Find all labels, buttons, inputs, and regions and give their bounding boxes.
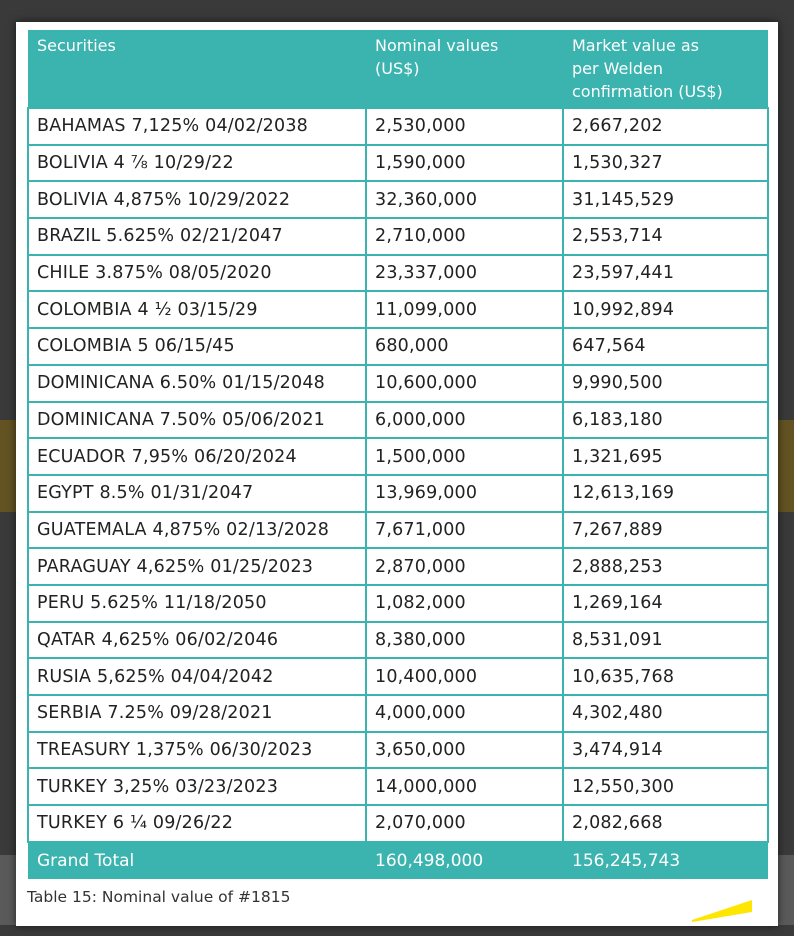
market-value-cell: 3,474,914 [563,732,768,769]
security-name-cell: CHILE 3.875% 08/05/2020 [28,255,366,292]
grand-total-label: Grand Total [28,842,366,879]
security-name-cell: PERU 5.625% 11/18/2050 [28,585,366,622]
table-row [28,181,768,218]
nominal-value-cell: 3,650,000 [366,732,563,769]
header-nominal-values [366,30,563,108]
market-value-cell: 9,990,500 [563,365,768,402]
table-row [28,658,768,695]
security-name-cell: BRAZIL 5.625% 02/21/2047 [28,218,366,255]
header-line: Market value as [572,36,700,55]
table-row [28,512,768,549]
table-row [28,732,768,769]
market-value-cell: 10,635,768 [563,658,768,695]
table-row [28,622,768,659]
security-name-cell: ECUADOR 7,95% 06/20/2024 [28,438,366,475]
image-lightbox [16,22,778,926]
nominal-value-cell: 7,671,000 [366,512,563,549]
nominal-value-cell: 13,969,000 [366,475,563,512]
security-name-cell: GUATEMALA 4,875% 02/13/2028 [28,512,366,549]
security-name-cell: BOLIVIA 4,875% 10/29/2022 [28,181,366,218]
nominal-value-cell: 32,360,000 [366,181,563,218]
security-name-cell: TURKEY 3,25% 03/23/2023 [28,768,366,805]
security-name-cell: DOMINICANA 6.50% 01/15/2048 [28,365,366,402]
market-value-cell: 2,667,202 [563,108,768,145]
nominal-value-cell: 2,070,000 [366,805,563,842]
nominal-value-cell: 2,530,000 [366,108,563,145]
market-value-cell: 4,302,480 [563,695,768,732]
table-row [28,548,768,585]
market-value-cell: 12,613,169 [563,475,768,512]
market-value-cell: 1,269,164 [563,585,768,622]
table-header-row [28,30,768,108]
market-value-cell: 7,267,889 [563,512,768,549]
nominal-value-cell: 1,082,000 [366,585,563,622]
market-value-cell: 10,992,894 [563,291,768,328]
security-name-cell: RUSIA 5,625% 04/04/2042 [28,658,366,695]
security-name-cell: DOMINICANA 7.50% 05/06/2021 [28,402,366,439]
nominal-value-cell: 1,590,000 [366,145,563,182]
security-name-cell: COLOMBIA 4 ½ 03/15/29 [28,291,366,328]
table-row [28,218,768,255]
logo-beam-icon [692,900,752,922]
table-row [28,108,768,145]
market-value-cell: 1,321,695 [563,438,768,475]
security-name-cell: TURKEY 6 ¼ 09/26/22 [28,805,366,842]
logo-beam-shape [692,900,752,922]
table-row [28,438,768,475]
nominal-value-cell: 11,099,000 [366,291,563,328]
market-value-cell: 6,183,180 [563,402,768,439]
security-name-cell: SERBIA 7.25% 09/28/2021 [28,695,366,732]
market-value-cell: 2,082,668 [563,805,768,842]
nominal-value-cell: 2,870,000 [366,548,563,585]
table-row [28,145,768,182]
grand-total-row [28,842,768,879]
table-row [28,805,768,842]
market-value-cell: 647,564 [563,328,768,365]
header-securities [28,30,366,108]
header-line: Nominal values [375,36,499,55]
nominal-value-cell: 6,000,000 [366,402,563,439]
nominal-value-cell: 14,000,000 [366,768,563,805]
grand-total-market: 156,245,743 [563,842,768,879]
table-row [28,328,768,365]
security-name-cell: COLOMBIA 5 06/15/45 [28,328,366,365]
table-body [28,108,768,842]
header-line: confirmation (US$) [572,82,723,101]
header-market-value [563,30,768,108]
grand-total-nominal: 160,498,000 [366,842,563,879]
security-name-cell: QATAR 4,625% 06/02/2046 [28,622,366,659]
header-line: Securities [37,36,116,55]
market-value-cell: 2,888,253 [563,548,768,585]
table-caption: Table 15: Nominal value of #1815 [27,888,291,906]
nominal-value-cell: 8,380,000 [366,622,563,659]
header-line: per Welden [572,59,663,78]
market-value-cell: 2,553,714 [563,218,768,255]
nominal-value-cell: 1,500,000 [366,438,563,475]
table-row [28,695,768,732]
market-value-cell: 31,145,529 [563,181,768,218]
securities-table [27,30,769,879]
nominal-value-cell: 4,000,000 [366,695,563,732]
header-line: (US$) [375,59,420,78]
market-value-cell: 12,550,300 [563,768,768,805]
table-row [28,585,768,622]
market-value-cell: 23,597,441 [563,255,768,292]
nominal-value-cell: 2,710,000 [366,218,563,255]
security-name-cell: BOLIVIA 4 ⅞ 10/29/22 [28,145,366,182]
nominal-value-cell: 23,337,000 [366,255,563,292]
table-row [28,291,768,328]
table-row [28,402,768,439]
security-name-cell: BAHAMAS 7,125% 04/02/2038 [28,108,366,145]
security-name-cell: TREASURY 1,375% 06/30/2023 [28,732,366,769]
nominal-value-cell: 10,600,000 [366,365,563,402]
nominal-value-cell: 680,000 [366,328,563,365]
security-name-cell: PARAGUAY 4,625% 01/25/2023 [28,548,366,585]
security-name-cell: EGYPT 8.5% 01/31/2047 [28,475,366,512]
market-value-cell: 1,530,327 [563,145,768,182]
nominal-value-cell: 10,400,000 [366,658,563,695]
table-row [28,475,768,512]
table-row [28,768,768,805]
table-row [28,255,768,292]
table-row [28,365,768,402]
market-value-cell: 8,531,091 [563,622,768,659]
